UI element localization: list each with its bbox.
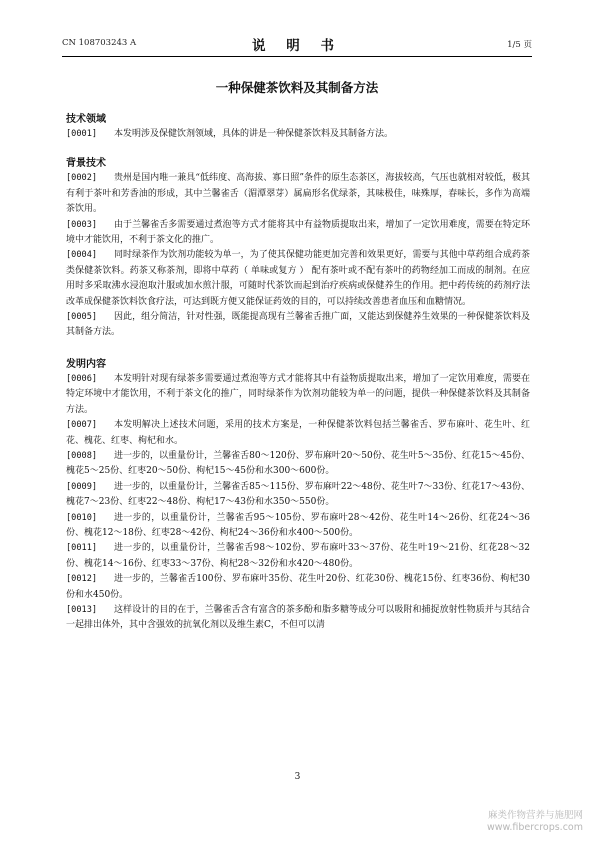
section-heading: 发明内容: [66, 358, 106, 370]
paragraph-number: [0012]: [66, 574, 98, 585]
paragraph-text: 这样设计的目的在于，兰馨雀舌含有富含的茶多酚和脂多糖等成分可以吸附和捕捉放射性物质并与其结合一起排出体外，其中含强效的抗氧化剂以及维生素C，不但可以清: [66, 604, 530, 631]
page-header: [62, 34, 532, 52]
paragraph-text: 进一步的，以重量份计，兰馨雀舌80～120份、罗布麻叶20～50份、花生叶5～35份、红花15～45份、槐花5～25份、红枣20～50份、枸杞15～45份和水300～600份。: [66, 450, 530, 477]
page-indicator: 1/5 页: [507, 40, 532, 50]
watermark-url: www.fibercrops.com: [486, 822, 583, 833]
paragraph-text: 同时绿茶作为饮剂功能较为单一，为了使其保健功能更加完善和效果更好，需要与其他中草药组合成药茶类保健茶饮料。药茶又称茶剂，即将中草药（ 单味或复方 ） 配有茶叶或不配有茶叶的药物经加工而成的制剂。在应用时多采取沸水浸泡取汁服或加水煎汁服，可随时代茶饮而起到治疗疾病或保健养生的作用。把中药传统的药剂疗法改革成保健茶饮料饮食疗法，可达到既方便又能保证药效的目的，可以持续改善患者血压和血糖情况。: [66, 250, 530, 307]
document-body: [66, 112, 530, 634]
paragraph-number: [0011]: [66, 543, 98, 554]
paragraph-number: [0004]: [66, 250, 98, 261]
page-number: 3: [294, 772, 301, 782]
paragraph: [66, 372, 530, 418]
paragraph: [66, 541, 530, 572]
watermark: [487, 810, 583, 834]
section-heading: 技术领域: [66, 114, 106, 125]
paragraph-number: [0009]: [66, 481, 98, 492]
paragraph: [66, 603, 530, 634]
paragraph: [66, 480, 530, 511]
paragraph-number: [0007]: [66, 420, 98, 431]
paragraph: [66, 218, 530, 249]
paragraph: [66, 127, 530, 142]
paragraph: [66, 310, 530, 341]
paragraph-number: [0006]: [66, 373, 98, 384]
paragraph-number: [0005]: [66, 312, 98, 323]
paragraph-text: 本发明涉及保健饮剂领域，具体的讲是一种保健茶饮料及其制备方法。: [114, 129, 394, 139]
paragraph-text: 进一步的，兰馨雀舌100份、罗布麻叶35份、花生叶20份、红花30份、槐花15份、红枣36份、枸杞30份和水450份。: [66, 574, 530, 600]
paragraph-text: 进一步的，以重量份计，兰馨雀舌95～105份、罗布麻叶28～42份、花生叶14～26份、红花24～36份、槐花12～18份、红枣28～42份、枸杞24～36份和水400～500份。: [66, 512, 530, 538]
paragraph-text: 本发明针对现有绿茶多需要通过煮泡等方式才能将其中有益物质提取出来，增加了一定饮用难度，需要在特定环境中才能饮用，不利于茶文化的推广，同时绿茶作为饮剂功能较为单一的问题，提供一种保健茶饮料及其制备方法。: [66, 373, 530, 415]
paragraph-number: [0010]: [66, 512, 98, 523]
paragraph: [66, 171, 530, 217]
paragraph-number: [0003]: [66, 219, 98, 230]
header-divider: [62, 56, 532, 57]
paragraph-text: 因此，组分简洁，针对性强，既能提高现有兰馨雀舌推广面，又能达到保健养生效果的一种保健茶饮料及其制备方法。: [66, 312, 530, 338]
document-title: 一种保健茶饮料及其制备方法: [215, 80, 379, 95]
paragraph-number: [0001]: [66, 129, 98, 139]
paragraph: [66, 248, 530, 310]
watermark-site-name: 麻类作物营养与施肥网: [487, 810, 583, 821]
paragraph-text: 由于兰馨雀舌多需要通过煮泡等方式才能将其中有益物质提取出来，增加了一定饮用难度，需要在特定环境中才能饮用，不利于茶文化的推广。: [66, 219, 530, 246]
paragraph-number: [0008]: [66, 450, 98, 461]
paragraph-text: 本发明解决上述技术问题，采用的技术方案是，一种保健茶饮料包括兰馨雀舌、罗布麻叶、花生叶、红花、槐花、红枣、枸杞和水。: [66, 420, 530, 446]
paragraph: [66, 449, 530, 480]
paragraph-number: [0002]: [66, 173, 98, 184]
paragraph-text: 进一步的，以重量份计，兰馨雀舌98～102份、罗布麻叶33～37份、花生叶19～21份、红花28～32份、槐花14～16份、红枣33～37份、枸杞28～32份和水420～480份。: [66, 543, 530, 569]
section-heading: 背景技术: [66, 158, 106, 170]
document-type: 说 明 书: [252, 38, 342, 54]
paragraph-text: 进一步的，以重量份计，兰馨雀舌85～115份、罗布麻叶22～48份、花生叶7～33份、红花17～43份、槐花7～23份、红枣22～48份、枸杞17～43份和水350～550份。: [66, 481, 530, 508]
patent-number: CN 108703243 A: [62, 38, 137, 48]
paragraph-text: 贵州是国内唯一兼具“低纬度、高海拔、寡日照”条件的原生态茶区，海拔较高，气压也就相对较低，极其有利于茶叶和芳香油的形成，其中兰馨雀舌（湄潭翠芽）属扁形名优绿茶，其味极佳，味殊厚，春味长，多作为高端茶饮用。: [66, 173, 530, 215]
paragraph-number: [0013]: [66, 604, 98, 615]
paragraph: [66, 511, 530, 542]
paragraph: [66, 572, 530, 603]
paragraph: [66, 418, 530, 449]
